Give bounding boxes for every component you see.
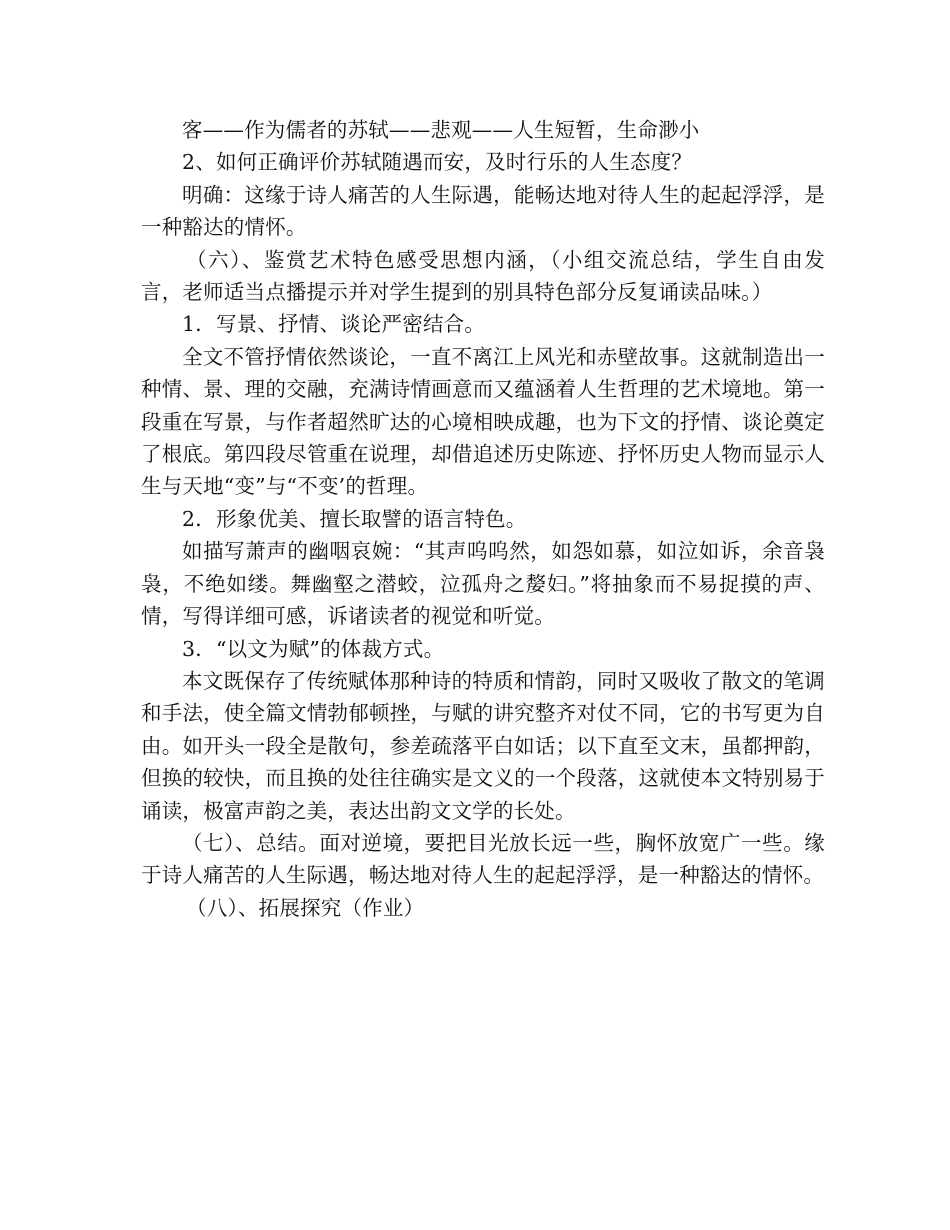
- point-1-body: 全文不管抒情依然谈论，一直不离江上风光和赤壁故事。这就制造出一种情、景、理的交融，充满诗情画意而又蕴涵着人生哲理的艺术境地。第一段重在写景，与作者超然旷达的心境相映成趣，也为下文的抒情、谈论奠定了根底。第四段尽管重在说理，却借追述历史陈迹、抒怀历史人物而显示人生与天地“变”与“不变’的哲理。: [141, 344, 825, 499]
- point-3-heading: 3．“以文为赋”的体裁方式。: [182, 636, 445, 661]
- section-7-summary: （七）、总结。面对逆境，要把目光放长远一些，胸怀放宽广一些。缘于诗人痛苦的人生际遇，畅达地对待人生的起起浮浮，是一种豁达的情怀。: [141, 830, 825, 888]
- section-8-heading: （八）、拓展探究（作业）: [186, 895, 425, 920]
- point-3-body: 本文既保存了传统赋体那种诗的特质和情韵，同时又吸收了散文的笔调和手法，使全篇文情勃郁顿挫，与赋的讲究整齐对仗不同，它的书写更为自由。如开头一段全是散句，参差疏落平白如话；以下直至文末，虽都押韵，但换的较快，而且换的处往往确实是文义的一个段落，这就使本文特别易于诵读，极富声韵之美，表达出韵文文学的长处。: [141, 668, 825, 823]
- paragraph-continuation: 客——作为儒者的苏轼——悲观——人生短暂，生命渺小: [182, 118, 700, 142]
- question-2: 2、如何正确评价苏轼随遇而安，及时行乐的人生态度？: [182, 150, 693, 175]
- point-2-heading: 2．形象优美、擅长取譬的语言特色。: [182, 506, 527, 531]
- point-2-body: 如描写萧声的幽咽哀婉：“其声呜呜然，如怨如慕，如泣如诉，余音袅袅，不绝如缕。舞幽壑之潜蛟，泣孤舟之嫠妇。”将抽象而不易捉摸的声、情，写得详细可感，诉诸读者的视觉和听觉。: [141, 539, 825, 629]
- section-6-heading: （六）、鉴赏艺术特色感受思想内涵，（小组交流总结，学生自由发言，老师适当点播提示并对学生提到的别具特色部分反复诵读品味。）: [141, 247, 825, 305]
- document-body: [141, 114, 825, 924]
- answer-paragraph: 明确：这缘于诗人痛苦的人生际遇，能畅达地对待人生的起起浮浮，是一种豁达的情怀。: [141, 182, 825, 240]
- point-1-heading: 1．写景、抒情、谈论严密结合。: [182, 312, 486, 337]
